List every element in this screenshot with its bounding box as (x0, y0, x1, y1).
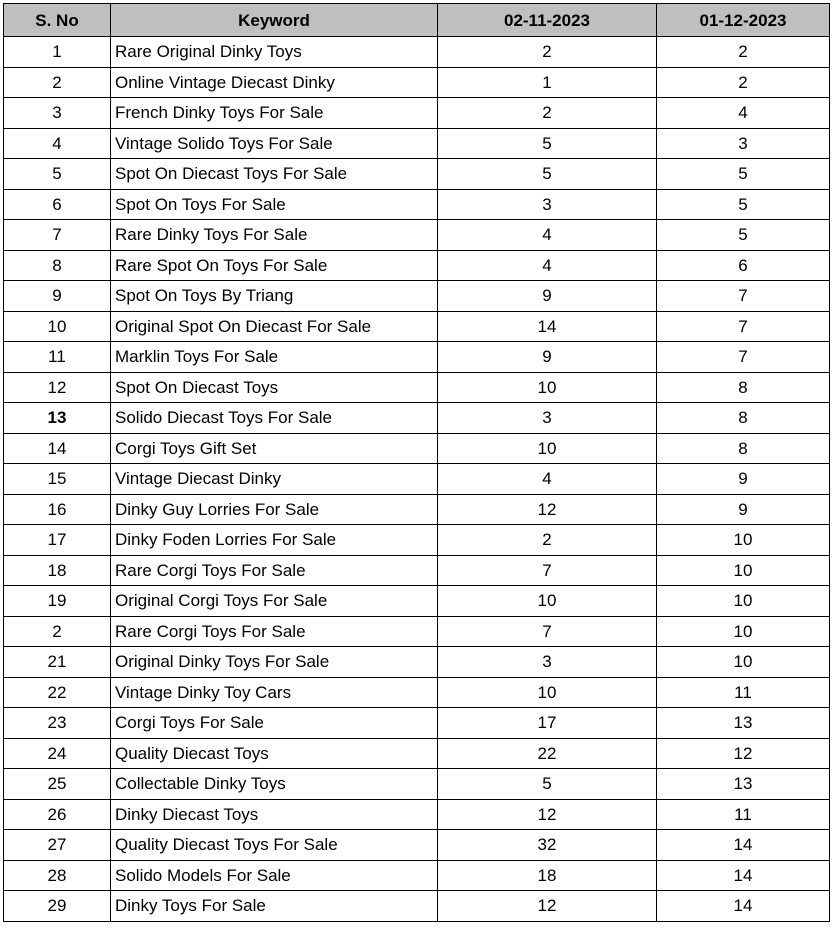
keyword-cell: Rare Corgi Toys For Sale (111, 616, 438, 647)
serial-number-cell: 5 (4, 159, 111, 190)
table-row (4, 525, 830, 556)
keyword-ranking-table (3, 3, 830, 922)
table-row (4, 647, 830, 678)
column-header-keyword: Keyword (111, 4, 438, 37)
column-header-date-1: 02-11-2023 (438, 4, 657, 37)
table-row (4, 708, 830, 739)
serial-number-cell: 21 (4, 647, 111, 678)
keyword-cell: Spot On Toys By Triang (111, 281, 438, 312)
serial-number-cell: 23 (4, 708, 111, 739)
rank-date-1-cell: 4 (438, 250, 657, 281)
column-header-date-2: 01-12-2023 (657, 4, 830, 37)
rank-date-2-cell: 10 (657, 616, 830, 647)
table-row (4, 159, 830, 190)
table-body (4, 37, 830, 922)
rank-date-1-cell: 12 (438, 799, 657, 830)
rank-date-2-cell: 6 (657, 250, 830, 281)
table-row (4, 98, 830, 129)
rank-date-2-cell: 5 (657, 220, 830, 251)
table-header (4, 4, 830, 37)
serial-number-cell: 2 (4, 616, 111, 647)
serial-number-cell: 26 (4, 799, 111, 830)
rank-date-1-cell: 10 (438, 372, 657, 403)
rank-date-2-cell: 2 (657, 37, 830, 68)
keyword-cell: Vintage Solido Toys For Sale (111, 128, 438, 159)
table-row (4, 586, 830, 617)
keyword-cell: Marklin Toys For Sale (111, 342, 438, 373)
rank-date-2-cell: 13 (657, 708, 830, 739)
keyword-cell: Quality Diecast Toys For Sale (111, 830, 438, 861)
rank-date-1-cell: 3 (438, 647, 657, 678)
rank-date-2-cell: 8 (657, 433, 830, 464)
rank-date-2-cell: 14 (657, 860, 830, 891)
table-row (4, 830, 830, 861)
serial-number-cell: 16 (4, 494, 111, 525)
table-row (4, 67, 830, 98)
rank-date-2-cell: 9 (657, 464, 830, 495)
serial-number-cell: 6 (4, 189, 111, 220)
keyword-cell: Original Spot On Diecast For Sale (111, 311, 438, 342)
table-row (4, 403, 830, 434)
rank-date-2-cell: 7 (657, 311, 830, 342)
keyword-cell: French Dinky Toys For Sale (111, 98, 438, 129)
serial-number-cell: 29 (4, 891, 111, 922)
serial-number-cell: 28 (4, 860, 111, 891)
serial-number-cell: 10 (4, 311, 111, 342)
column-header-sno: S. No (4, 4, 111, 37)
rank-date-2-cell: 8 (657, 372, 830, 403)
table-row (4, 128, 830, 159)
rank-date-1-cell: 1 (438, 67, 657, 98)
rank-date-2-cell: 2 (657, 67, 830, 98)
serial-number-cell: 17 (4, 525, 111, 556)
table-row (4, 189, 830, 220)
serial-number-cell: 27 (4, 830, 111, 861)
keyword-cell: Collectable Dinky Toys (111, 769, 438, 800)
rank-date-2-cell: 5 (657, 159, 830, 190)
rank-date-1-cell: 7 (438, 616, 657, 647)
rank-date-2-cell: 12 (657, 738, 830, 769)
keyword-cell: Rare Corgi Toys For Sale (111, 555, 438, 586)
table-row (4, 738, 830, 769)
rank-date-1-cell: 10 (438, 433, 657, 464)
serial-number-cell: 24 (4, 738, 111, 769)
rank-date-2-cell: 8 (657, 403, 830, 434)
rank-date-2-cell: 13 (657, 769, 830, 800)
serial-number-cell: 13 (4, 403, 111, 434)
rank-date-1-cell: 3 (438, 403, 657, 434)
serial-number-cell: 8 (4, 250, 111, 281)
rank-date-1-cell: 12 (438, 891, 657, 922)
rank-date-2-cell: 10 (657, 647, 830, 678)
serial-number-cell: 11 (4, 342, 111, 373)
rank-date-1-cell: 5 (438, 769, 657, 800)
keyword-cell: Solido Models For Sale (111, 860, 438, 891)
rank-date-1-cell: 2 (438, 525, 657, 556)
keyword-cell: Dinky Guy Lorries For Sale (111, 494, 438, 525)
rank-date-2-cell: 4 (657, 98, 830, 129)
keyword-cell: Dinky Foden Lorries For Sale (111, 525, 438, 556)
keyword-cell: Online Vintage Diecast Dinky (111, 67, 438, 98)
serial-number-cell: 18 (4, 555, 111, 586)
rank-date-1-cell: 10 (438, 677, 657, 708)
keyword-cell: Original Dinky Toys For Sale (111, 647, 438, 678)
serial-number-cell: 12 (4, 372, 111, 403)
rank-date-1-cell: 22 (438, 738, 657, 769)
serial-number-cell: 15 (4, 464, 111, 495)
table-row (4, 891, 830, 922)
keyword-cell: Vintage Diecast Dinky (111, 464, 438, 495)
rank-date-2-cell: 11 (657, 799, 830, 830)
table-row (4, 433, 830, 464)
rank-date-2-cell: 3 (657, 128, 830, 159)
table-row (4, 616, 830, 647)
keyword-cell: Spot On Diecast Toys For Sale (111, 159, 438, 190)
serial-number-cell: 22 (4, 677, 111, 708)
header-row (4, 4, 830, 37)
rank-date-2-cell: 7 (657, 281, 830, 312)
rank-date-2-cell: 10 (657, 525, 830, 556)
rank-date-1-cell: 9 (438, 281, 657, 312)
rank-date-2-cell: 10 (657, 586, 830, 617)
keyword-cell: Rare Original Dinky Toys (111, 37, 438, 68)
serial-number-cell: 14 (4, 433, 111, 464)
table-row (4, 220, 830, 251)
keyword-cell: Vintage Dinky Toy Cars (111, 677, 438, 708)
rank-date-1-cell: 14 (438, 311, 657, 342)
rank-date-1-cell: 7 (438, 555, 657, 586)
serial-number-cell: 1 (4, 37, 111, 68)
rank-date-1-cell: 2 (438, 37, 657, 68)
table-row (4, 250, 830, 281)
table-row (4, 281, 830, 312)
rank-date-1-cell: 3 (438, 189, 657, 220)
keyword-cell: Quality Diecast Toys (111, 738, 438, 769)
keyword-cell: Dinky Toys For Sale (111, 891, 438, 922)
rank-date-2-cell: 14 (657, 830, 830, 861)
rank-date-1-cell: 9 (438, 342, 657, 373)
rank-date-1-cell: 18 (438, 860, 657, 891)
serial-number-cell: 19 (4, 586, 111, 617)
rank-date-2-cell: 14 (657, 891, 830, 922)
rank-date-2-cell: 11 (657, 677, 830, 708)
rank-date-2-cell: 7 (657, 342, 830, 373)
rank-date-1-cell: 4 (438, 220, 657, 251)
keyword-cell: Spot On Toys For Sale (111, 189, 438, 220)
table-row (4, 769, 830, 800)
rank-date-1-cell: 17 (438, 708, 657, 739)
rank-date-1-cell: 4 (438, 464, 657, 495)
rank-date-2-cell: 10 (657, 555, 830, 586)
ranking-table-container (3, 3, 830, 922)
rank-date-1-cell: 32 (438, 830, 657, 861)
rank-date-2-cell: 9 (657, 494, 830, 525)
keyword-cell: Corgi Toys Gift Set (111, 433, 438, 464)
table-row (4, 494, 830, 525)
serial-number-cell: 2 (4, 67, 111, 98)
serial-number-cell: 3 (4, 98, 111, 129)
keyword-cell: Rare Dinky Toys For Sale (111, 220, 438, 251)
serial-number-cell: 9 (4, 281, 111, 312)
rank-date-1-cell: 5 (438, 128, 657, 159)
table-row (4, 37, 830, 68)
table-row (4, 342, 830, 373)
keyword-cell: Corgi Toys For Sale (111, 708, 438, 739)
table-row (4, 677, 830, 708)
keyword-cell: Spot On Diecast Toys (111, 372, 438, 403)
keyword-cell: Dinky Diecast Toys (111, 799, 438, 830)
serial-number-cell: 25 (4, 769, 111, 800)
rank-date-2-cell: 5 (657, 189, 830, 220)
table-row (4, 311, 830, 342)
serial-number-cell: 4 (4, 128, 111, 159)
keyword-cell: Solido Diecast Toys For Sale (111, 403, 438, 434)
rank-date-1-cell: 5 (438, 159, 657, 190)
rank-date-1-cell: 12 (438, 494, 657, 525)
table-row (4, 372, 830, 403)
table-row (4, 799, 830, 830)
keyword-cell: Original Corgi Toys For Sale (111, 586, 438, 617)
rank-date-1-cell: 2 (438, 98, 657, 129)
serial-number-cell: 7 (4, 220, 111, 251)
table-row (4, 464, 830, 495)
keyword-cell: Rare Spot On Toys For Sale (111, 250, 438, 281)
table-row (4, 555, 830, 586)
table-row (4, 860, 830, 891)
rank-date-1-cell: 10 (438, 586, 657, 617)
